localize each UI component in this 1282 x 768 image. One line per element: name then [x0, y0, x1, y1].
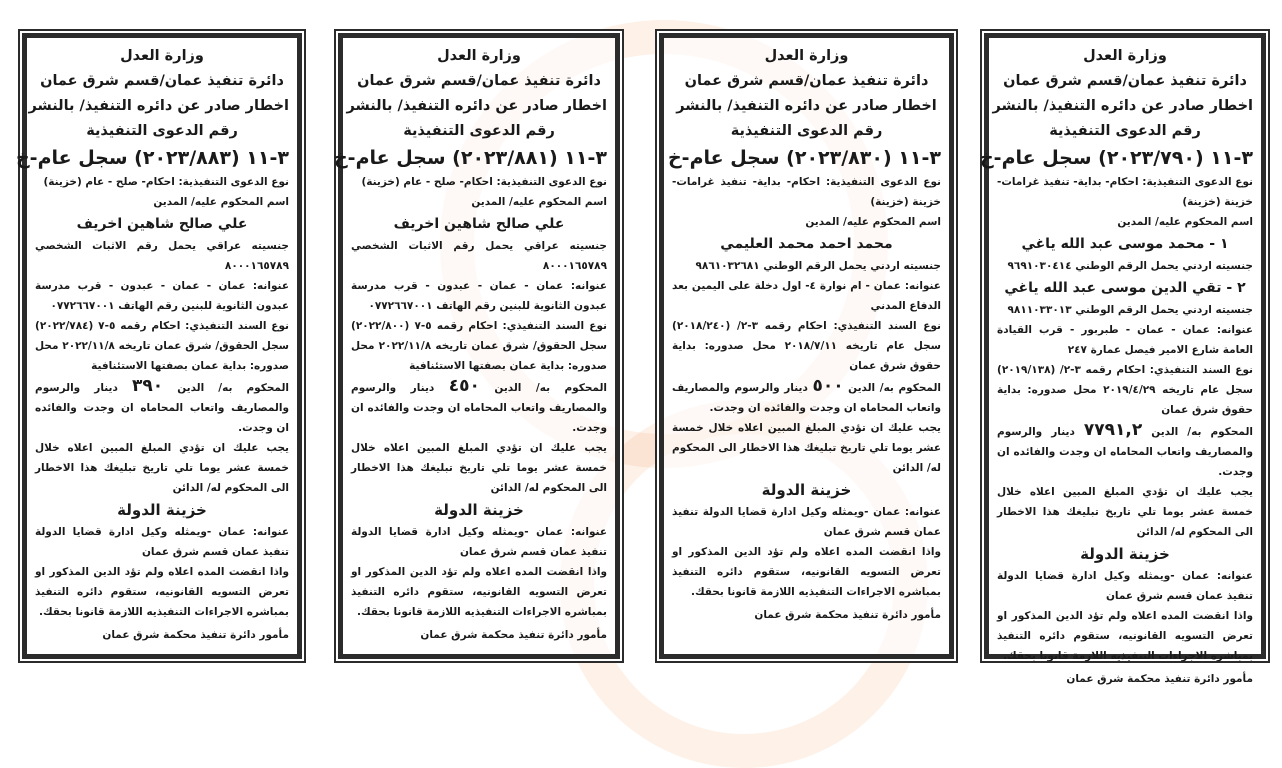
notice-header-line: اخطار صادر عن دائره التنفيذ/ بالنشر: [346, 98, 607, 114]
judgment-amount-line: [351, 376, 607, 438]
amount-suffix: دينار والرسوم والمصاريف واتعاب المحاماه ان وجدت والفائده ان وجدت.: [351, 382, 607, 434]
notice-header-line: رقم الدعوى التنفيذية: [403, 123, 555, 139]
case-type: نوع الدعوى التنفيذية: احكام- صلح - عام (خزينة): [361, 176, 607, 188]
payment-demand: يجب عليك ان تؤدي المبلغ المبين اعلاه خلال خمسة عشر يوما تلي تاريخ تبليغك هذا الاخطار الى المحكوم له/ الدائن: [35, 442, 289, 494]
notice-header-line: اخطار صادر عن دائره التنفيذ/ بالنشر: [992, 98, 1253, 114]
case-number: ٣-١١ (٢٠٢٣/٨٨٣) سجل عام-خ: [15, 147, 289, 169]
signature: مأمور دائرة تنفيذ محكمة شرق عمان: [754, 609, 941, 621]
amount-prefix: المحكوم به/ الدين: [1151, 426, 1253, 438]
case-type: نوع الدعوى التنفيذية: احكام- صلح - عام (خزينة): [43, 176, 289, 188]
notice-header-line: اخطار صادر عن دائره التنفيذ/ بالنشر: [676, 98, 937, 114]
case-number: ٣-١١ (٢٠٢٣/٨٣٠) سجل عام-خ: [667, 147, 941, 169]
debtor-name: محمد احمد محمد العليمي: [720, 236, 893, 252]
debt-amount: ٣٩٠: [131, 376, 164, 396]
signature: مأمور دائرة تنفيذ محكمة شرق عمان: [420, 629, 607, 641]
notice-header-line: وزارة العدل: [764, 48, 849, 64]
judgment-amount-line: [997, 420, 1253, 482]
notice-header-line: وزارة العدل: [437, 48, 521, 64]
notice-header-line: وزارة العدل: [120, 48, 204, 64]
enforcement-warning: واذا انقضت المده اعلاه ولم تؤد الدين المذكور او تعرض التسويه القانونيه، ستقوم دائره التنفيذ بمباشره الاجراءات التنفيذيه اللازمة قانونا بحقك.: [351, 566, 607, 618]
notice-883: [15, 33, 302, 659]
debt-amount: ٤٥٠: [448, 376, 480, 396]
signature: مأمور دائرة تنفيذ محكمة شرق عمان: [102, 629, 289, 641]
debtor-id: جنسيته اردني يحمل الرقم الوطني ٩٨١١٠٣٣٠١٣: [1007, 304, 1253, 316]
notice-881: [333, 33, 620, 659]
amount-prefix: المحكوم به/ الدين: [848, 382, 941, 394]
creditor-address: عنوانه: عمان -ويمثله وكيل ادارة قضايا الدولة تنفيذ عمان قسم شرق عمان: [35, 526, 289, 558]
debtor-label: اسم المحكوم عليه/ المدين: [471, 196, 607, 208]
debt-amount: ٧٧٩١,٢: [1083, 420, 1143, 440]
debtor-name: ٢ - تقي الدين موسى عبد الله ياغي: [1004, 280, 1246, 296]
execution-bond: نوع السند التنفيذي: احكام رقمه ٥-٧ (٢٠٢٢/٨٠٠) سجل الحقوق/ شرق عمان تاريخه ٢٠٢٢/١١/٨ محل صدوره: بداية عمان بصفتها الاستئنافية: [351, 320, 607, 372]
creditor-address: عنوانه: عمان -ويمثله وكيل ادارة قضايا الدولة تنفيذ عمان قسم شرق عمان: [351, 526, 607, 558]
case-type: نوع الدعوى التنفيذية: احكام- بداية- تنفيذ غرامات- خزينة (خزينة): [997, 176, 1253, 208]
amount-suffix: دينار والرسوم والمصاريف واتعاب المحاماه ان وجدت والفائده ان وجدت.: [35, 382, 289, 434]
debtor-label: اسم المحكوم عليه/ المدين: [805, 216, 941, 228]
debtor-id: جنسيته عراقي يحمل رقم الاثبات الشخصي ٨٠٠٠١٦٥٧٨٩: [351, 240, 607, 272]
debtor-name: علي صالح شاهين اخريف: [393, 216, 565, 232]
creditor-address: عنوانه: عمان -ويمثله وكيل ادارة قضايا الدولة تنفيذ عمان قسم شرق عمان: [997, 570, 1253, 602]
signature: مأمور دائرة تنفيذ محكمة شرق عمان: [1066, 673, 1253, 685]
notice-header-line: دائرة تنفيذ عمان/قسم شرق عمان: [684, 73, 929, 89]
notice-header-line: دائرة تنفيذ عمان/قسم شرق عمان: [357, 73, 601, 89]
enforcement-warning: واذا انقضت المده اعلاه ولم تؤد الدين المذكور او تعرض التسويه القانونيه، ستقوم دائره التنفيذ بمباشره الاجراءات التنفيذيه اللازمة قانونا بحقك.: [997, 610, 1253, 662]
execution-bond: نوع السند التنفيذي: احكام رقمه ٣-٢/ (٢٠١٩/١٣٨) سجل عام تاريخه ٢٠١٩/٤/٢٩ محل صدوره: بداية حقوق شرق عمان: [997, 364, 1253, 416]
creditor-name: خزينة الدولة: [1080, 545, 1170, 563]
debtor-label: اسم المحكوم عليه/ المدين: [1117, 216, 1253, 228]
payment-demand: يجب عليك ان تؤدي المبلغ المبين اعلاه خلال خمسة عشر يوما تلي تاريخ تبليغك هذا الاخطار الى المحكوم له/ الدائن: [997, 486, 1253, 538]
notice-header-line: رقم الدعوى التنفيذية: [86, 123, 238, 139]
case-number: ٣-١١ (٢٠٢٣/٧٩٠) سجل عام-خ: [979, 147, 1253, 169]
debt-amount: ٥٠٠: [812, 376, 844, 396]
creditor-name: خزينة الدولة: [117, 501, 207, 519]
creditor-name: خزينة الدولة: [761, 481, 852, 499]
payment-demand: يجب عليك ان تؤدي المبلغ المبين اعلاه خلال خمسة عشر يوما تلي تاريخ تبليغك هذا الاخطار الى المحكوم له/ الدائن: [672, 422, 941, 474]
notice-header-line: اخطار صادر عن دائره التنفيذ/ بالنشر: [28, 98, 289, 114]
notice-header-line: رقم الدعوى التنفيذية: [1049, 123, 1201, 139]
debtor-id: جنسيته عراقي يحمل رقم الاثبات الشخصي ٨٠٠٠١٦٥٧٨٩: [35, 240, 289, 272]
judgment-amount-line: [672, 376, 941, 418]
debtor-address: عنوانه: عمان - عمان - عبدون - قرب مدرسة عبدون الثانوية للبنين رقم الهاتف ٠٧٧٢٦٦٧٠٠١: [351, 280, 607, 312]
notice-header-line: دائرة تنفيذ عمان/قسم شرق عمان: [40, 73, 284, 89]
case-type: نوع الدعوى التنفيذية: احكام- بداية- تنفيذ غرامات- خزينة (خزينة): [672, 176, 941, 208]
payment-demand: يجب عليك ان تؤدي المبلغ المبين اعلاه خلال خمسة عشر يوما تلي تاريخ تبليغك هذا الاخطار الى المحكوم له/ الدائن: [351, 442, 607, 494]
debtor-name: علي صالح شاهين اخريف: [76, 216, 248, 232]
debtor-address: عنوانه: عمان - ام نوارة ٤- اول دخلة على اليمين بعد الدفاع المدني: [672, 280, 941, 312]
creditor-address: عنوانه: عمان -ويمثله وكيل ادارة قضايا الدولة تنفيذ عمان قسم شرق عمان: [672, 506, 941, 538]
execution-bond: نوع السند التنفيذي: احكام رقمه ٥-٧ (٢٠٢٢/٧٨٤) سجل الحقوق/ شرق عمان تاريخه ٢٠٢٢/١١/٨ محل صدوره: بداية عمان بصفتها الاستئنافية: [35, 320, 289, 372]
enforcement-warning: واذا انقضت المده اعلاه ولم تؤد الدين المذكور او تعرض التسويه القانونيه، ستقوم دائره التنفيذ بمباشره الاجراءات التنفيذيه اللازمة قانونا بحقك.: [672, 546, 941, 598]
amount-prefix: المحكوم به/ الدين: [494, 382, 608, 394]
creditor-name: خزينة الدولة: [434, 501, 524, 519]
notice-790: [979, 33, 1266, 685]
notice-header-line: وزارة العدل: [1083, 48, 1167, 64]
notice-header-line: دائرة تنفيذ عمان/قسم شرق عمان: [1003, 73, 1247, 89]
execution-bond: نوع السند التنفيذي: احكام رقمه ٣-٢/ (٢٠١٨/٢٤٠) سجل عام تاريخه ٢٠١٨/٧/١١ محل صدوره: بداية حقوق شرق عمان: [672, 320, 942, 372]
amount-suffix: دينار والرسوم والمصاريف واتعاب المحاماه ان وجدت والفائده ان وجدت.: [997, 426, 1253, 478]
case-number: ٣-١١ (٢٠٢٣/٨٨١) سجل عام-خ: [333, 147, 607, 169]
debtor-address: عنوانه: عمان - عمان - عبدون - قرب مدرسة عبدون الثانوية للبنين رقم الهاتف ٠٧٧٢٦٦٧٠٠١: [35, 280, 289, 312]
amount-suffix: دينار والرسوم والمصاريف واتعاب المحاماه ان وجدت والفائده ان وجدت.: [672, 382, 941, 414]
notice-830: [659, 33, 954, 659]
debtor-label: اسم المحكوم عليه/ المدين: [153, 196, 289, 208]
debtor-name: ١ - محمد موسى عبد الله ياغي: [1021, 236, 1229, 252]
enforcement-warning: واذا انقضت المده اعلاه ولم تؤد الدين المذكور او تعرض التسويه القانونيه، ستقوم دائره التنفيذ بمباشره الاجراءات التنفيذيه اللازمة قانونا بحقك.: [35, 566, 289, 618]
debtor-id: جنسيته اردني يحمل الرقم الوطني ٩٨٦١٠٣٢٦٨١: [695, 260, 941, 272]
debtor-id: جنسيته اردني يحمل الرقم الوطني ٩٦٩١٠٣٠٤١٤: [1007, 260, 1253, 272]
judgment-amount-line: [35, 376, 289, 438]
amount-prefix: المحكوم به/ الدين: [177, 382, 290, 394]
notice-header-line: رقم الدعوى التنفيذية: [730, 123, 883, 139]
debtor-address: عنوانه: عمان - عمان - طبربور - قرب القيادة العامة شارع الامير فيصل عمارة ٢٤٧: [997, 324, 1253, 356]
